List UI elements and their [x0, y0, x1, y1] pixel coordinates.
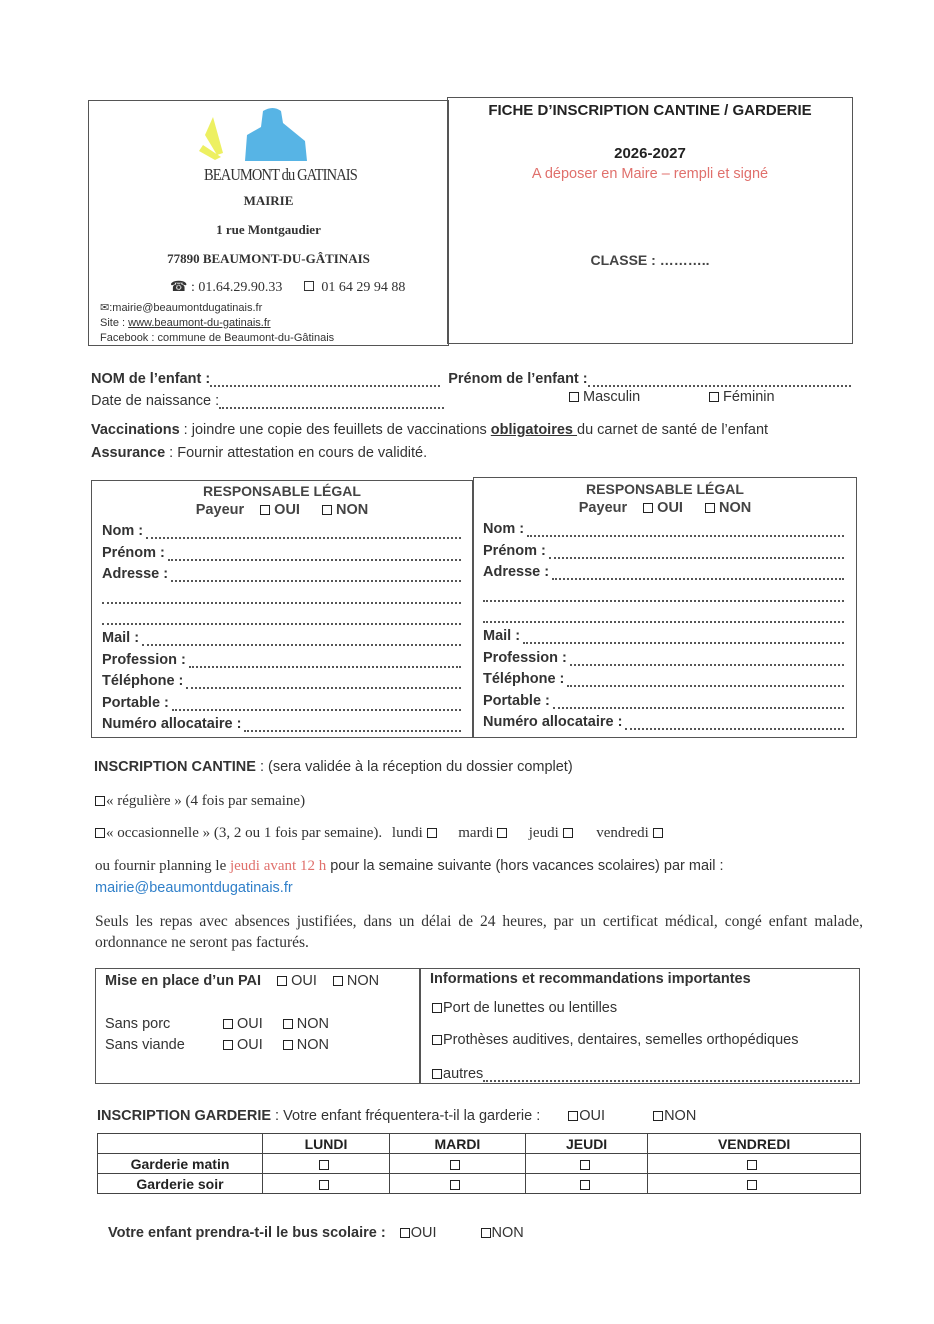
matin-vendredi-cell[interactable]	[648, 1154, 861, 1174]
bus-non-checkbox[interactable]	[481, 1228, 491, 1238]
payeur-oui-option[interactable]	[260, 502, 300, 518]
guardian-2-title: RESPONSABLE LÉGAL	[586, 481, 744, 497]
birthdate-label: Date de naissance :	[91, 393, 220, 409]
guardian-field-label: Nom :	[483, 521, 525, 538]
title-box	[447, 97, 853, 344]
guardian-field-label: Numéro allocataire :	[483, 713, 623, 730]
vaccinations-note	[91, 422, 768, 438]
sans-porc-non-label: NON	[296, 1016, 330, 1032]
guardian-2-payeur	[473, 500, 857, 516]
fax-icon	[304, 281, 314, 291]
municipality-logo	[195, 105, 345, 165]
day-vendredi[interactable]	[596, 825, 666, 841]
assurance-note	[91, 445, 427, 461]
bus-oui-checkbox[interactable]	[400, 1228, 410, 1238]
payeur-label: Payeur	[195, 502, 245, 518]
child-prenom-input[interactable]	[588, 374, 851, 387]
reguliere-checkbox[interactable]	[95, 796, 105, 806]
header-jeudi: JEUDI	[525, 1134, 647, 1154]
guardian-field-label: Prénom :	[483, 542, 546, 559]
soir-lundi-cell[interactable]	[263, 1174, 390, 1194]
soir-label: Garderie soir	[98, 1174, 263, 1194]
sans-viande-non-checkbox[interactable]	[283, 1040, 293, 1050]
phone-fax-line	[170, 279, 405, 296]
guardian-field-label: Téléphone :	[483, 671, 565, 688]
lunettes-checkbox[interactable]	[432, 1003, 442, 1013]
planning-text-end: pour la semaine suivante (hors vacances scolaires) par mail :	[326, 858, 724, 874]
guardian-field-input[interactable]	[483, 609, 844, 623]
guardian-field-input[interactable]	[567, 673, 844, 687]
guardian-field-label: Portable :	[102, 694, 169, 711]
pai-row	[105, 973, 379, 989]
matin-jeudi-cell[interactable]	[525, 1154, 647, 1174]
sans-porc-oui-label: OUI	[237, 1016, 263, 1032]
pai-non-label: NON	[346, 973, 380, 989]
sans-viande-oui[interactable]	[223, 1037, 263, 1053]
bus-row	[108, 1225, 524, 1241]
address-line2: 77890 BEAUMONT-DU-GÂTINAIS	[167, 251, 370, 266]
guardian-field-row	[102, 604, 461, 625]
info-item-protheses[interactable]	[432, 1032, 798, 1048]
guardian-field-row	[483, 623, 844, 644]
pai-label: Mise en place d’un PAI	[105, 973, 262, 989]
garderie-oui-checkbox[interactable]	[568, 1111, 578, 1121]
site-link[interactable]: www.beaumont-du-gatinais.fr	[128, 317, 271, 329]
garderie-non-checkbox[interactable]	[653, 1111, 663, 1121]
pai-oui-label: OUI	[291, 973, 317, 989]
sex-masculin[interactable]	[569, 389, 640, 405]
soir-mardi-checkbox[interactable]	[450, 1180, 460, 1190]
header-lundi: LUNDI	[263, 1134, 390, 1154]
child-prenom-label: Prénom de l’enfant :	[448, 371, 588, 387]
planning-note	[95, 858, 724, 875]
sans-porc-non[interactable]	[283, 1016, 329, 1032]
guardian-field-row	[483, 666, 844, 687]
info-title: Informations et recommandations importantes	[430, 971, 751, 987]
guardian-field-input[interactable]	[549, 545, 844, 559]
cantine-email-link[interactable]: mairie@beaumontdugatinais.fr	[95, 880, 293, 896]
payeur-non-label: NON	[718, 500, 752, 516]
payeur-non-label: NON	[335, 502, 369, 518]
info-item-autres[interactable]	[432, 1066, 852, 1082]
garderie-oui-option[interactable]	[568, 1108, 605, 1124]
fax-number: 01 64 29 94 88	[321, 280, 406, 295]
pai-oui-option[interactable]	[277, 973, 317, 989]
lundi-label: lundi	[391, 825, 423, 841]
guardian-field-label: Adresse :	[483, 564, 550, 581]
classe-field[interactable]: CLASSE : ………..	[590, 252, 710, 268]
assurance-text: : Fournir attestation en cours de validité.	[165, 445, 428, 461]
autres-label: autres	[443, 1066, 484, 1082]
email-line	[100, 301, 262, 314]
guardian-field-label: Numéro allocataire :	[102, 715, 242, 732]
occasionnelle-checkbox[interactable]	[95, 828, 105, 838]
soir-jeudi-cell[interactable]	[525, 1174, 647, 1194]
child-name-row	[91, 371, 851, 387]
vaccinations-text-end: du carnet de santé de l’enfant	[577, 422, 769, 438]
guardian-field-input[interactable]	[244, 718, 461, 732]
cantine-occasionnelle-row	[95, 825, 667, 842]
guardian-field-label: Adresse :	[102, 566, 169, 583]
lunettes-label: Port de lunettes ou lentilles	[443, 1000, 618, 1016]
matin-vendredi-checkbox[interactable]	[747, 1160, 757, 1170]
submission-note: A déposer en Maire – rempli et signé	[531, 166, 769, 182]
guardian-1-title: RESPONSABLE LÉGAL	[203, 483, 361, 499]
garderie-matin-row	[98, 1154, 861, 1174]
header-mardi: MARDI	[389, 1134, 525, 1154]
sans-viande-non-label: NON	[296, 1037, 330, 1053]
payeur-non-option[interactable]	[705, 500, 751, 516]
guardian-field-row	[483, 644, 844, 665]
reguliere-label: « régulière » (4 fois par semaine)	[106, 793, 306, 809]
cantine-title: INSCRIPTION CANTINE	[94, 759, 256, 775]
garderie-header-row	[98, 1134, 861, 1154]
bus-non-label: NON	[491, 1225, 524, 1241]
guardian-field-input[interactable]	[171, 568, 461, 582]
sex-feminin[interactable]	[709, 389, 775, 405]
bus-oui-label: OUI	[410, 1225, 437, 1241]
planning-deadline: jeudi avant 12 h	[229, 858, 327, 874]
guardian-field-label: Nom :	[102, 523, 144, 540]
matin-mardi-cell[interactable]	[389, 1154, 525, 1174]
guardian-field-label: Profession :	[102, 651, 186, 668]
bus-non-option[interactable]	[481, 1225, 524, 1241]
guardian-field-row	[102, 625, 461, 646]
site-line	[100, 317, 271, 329]
soir-vendredi-cell[interactable]	[648, 1174, 861, 1194]
guardian-field-label: Téléphone :	[102, 673, 184, 690]
bus-question: Votre enfant prendra-t-il le bus scolaire :	[108, 1225, 386, 1241]
matin-lundi-cell[interactable]	[263, 1154, 390, 1174]
guardian-field-input[interactable]	[168, 547, 461, 561]
matin-lundi-checkbox[interactable]	[319, 1160, 329, 1170]
guardian-field-row	[102, 518, 461, 539]
guardian-field-input[interactable]	[552, 566, 844, 580]
guardian-field-input[interactable]	[189, 654, 461, 668]
sans-viande-row	[105, 1037, 329, 1053]
payeur-oui-checkbox[interactable]	[643, 503, 653, 513]
school-year: 2026-2027	[614, 145, 686, 162]
jeudi-label: jeudi	[528, 825, 559, 841]
guardian-field-row	[483, 537, 844, 558]
guardian-field-row	[483, 559, 844, 580]
guardian-field-input[interactable]	[527, 523, 844, 537]
guardian-field-input[interactable]	[523, 630, 844, 644]
guardian-field-input[interactable]	[186, 675, 461, 689]
cantine-reguliere-option[interactable]	[95, 793, 305, 810]
payeur-non-option[interactable]	[322, 502, 368, 518]
payeur-non-checkbox[interactable]	[705, 503, 715, 513]
guardian-field-label: Prénom :	[102, 544, 165, 561]
vaccinations-emphasis: obligatoires	[490, 422, 578, 438]
sans-viande-oui-label: OUI	[237, 1037, 263, 1053]
feminin-label: Féminin	[723, 389, 775, 405]
sans-viande-non[interactable]	[283, 1037, 329, 1053]
payeur-oui-label: OUI	[274, 502, 300, 518]
guardian-field-input[interactable]	[172, 697, 461, 711]
jeudi-checkbox[interactable]	[563, 828, 573, 838]
vaccinations-label: Vaccinations	[91, 422, 180, 438]
guardian-field-row	[102, 668, 461, 689]
guardian-field-row	[102, 646, 461, 667]
masculin-label: Masculin	[583, 389, 641, 405]
birthdate-input[interactable]	[219, 396, 444, 409]
form-title: FICHE D’INSCRIPTION CANTINE / GARDERIE	[488, 102, 812, 119]
guardian-field-row	[102, 689, 461, 710]
day-lundi[interactable]	[392, 825, 441, 841]
child-nom-input[interactable]	[210, 374, 440, 387]
envelope-icon: ✉	[100, 302, 110, 314]
payeur-oui-option[interactable]	[643, 500, 683, 516]
occasionnelle-option[interactable]	[95, 825, 382, 841]
guardian-1-payeur	[91, 502, 473, 518]
guardian-field-input[interactable]	[102, 611, 461, 625]
guardian-field-input[interactable]	[146, 525, 461, 539]
pai-non-option[interactable]	[333, 973, 379, 989]
matin-mardi-checkbox[interactable]	[450, 1160, 460, 1170]
guardian-field-label: Profession :	[483, 649, 567, 666]
guardian-field-label: Portable :	[483, 692, 550, 709]
guardian-field-row	[483, 687, 844, 708]
empty-header-cell	[98, 1134, 263, 1154]
payeur-label: Payeur	[578, 500, 628, 516]
guardian-field-row	[102, 582, 461, 603]
protheses-checkbox[interactable]	[432, 1035, 442, 1045]
guardian-field-input[interactable]	[102, 590, 461, 604]
garderie-oui-label: OUI	[579, 1108, 606, 1124]
sans-porc-oui[interactable]	[223, 1016, 263, 1032]
payeur-non-checkbox[interactable]	[322, 505, 332, 515]
guardian-field-input[interactable]	[483, 588, 844, 602]
guardian-field-input[interactable]	[142, 632, 461, 646]
mardi-checkbox[interactable]	[497, 828, 507, 838]
soir-mardi-cell[interactable]	[389, 1174, 525, 1194]
autres-checkbox[interactable]	[432, 1069, 442, 1079]
guardian-field-row	[483, 516, 844, 537]
vendredi-checkbox[interactable]	[653, 828, 663, 838]
garderie-non-label: NON	[664, 1108, 697, 1124]
payeur-oui-label: OUI	[657, 500, 683, 516]
masculin-checkbox[interactable]	[569, 392, 579, 402]
occasionnelle-label: « occasionnelle » (3, 2 ou 1 fois par semaine).	[106, 825, 383, 841]
guardian-field-row	[483, 602, 844, 623]
guardian-field-label: Mail :	[483, 628, 521, 645]
header-vendredi: VENDREDI	[648, 1134, 861, 1154]
mairie-label: MAIRIE	[243, 193, 294, 208]
protheses-label: Prothèses auditives, dentaires, semelles orthopédiques	[443, 1032, 799, 1048]
sans-porc-label: Sans porc	[105, 1016, 171, 1032]
matin-jeudi-checkbox[interactable]	[580, 1160, 590, 1170]
guardian-2	[473, 477, 857, 730]
feminin-checkbox[interactable]	[709, 392, 719, 402]
planning-text: ou fournir planning le	[95, 858, 230, 874]
phone-icon: ☎	[170, 280, 188, 295]
garderie-question: : Votre enfant fréquentera-t-il la garderie :	[271, 1108, 541, 1124]
cantine-title-note: : (sera validée à la réception du dossier complet)	[255, 759, 573, 775]
pai-non-checkbox[interactable]	[333, 976, 343, 986]
mairie-email: :mairie@beaumontdugatinais.fr	[109, 302, 263, 314]
autres-input[interactable]	[483, 1069, 852, 1082]
guardian-1	[91, 480, 473, 732]
cantine-heading	[94, 759, 573, 775]
sans-porc-row	[105, 1016, 329, 1032]
child-nom-label: NOM de l’enfant :	[91, 371, 211, 387]
garderie-heading	[97, 1108, 696, 1124]
garderie-title: INSCRIPTION GARDERIE	[97, 1108, 272, 1124]
guardian-field-input[interactable]	[553, 695, 844, 709]
logo-church-shape	[245, 108, 307, 161]
payeur-oui-checkbox[interactable]	[260, 505, 270, 515]
sans-porc-oui-checkbox[interactable]	[223, 1019, 233, 1029]
absences-note: Seuls les repas avec absences justifiées, dans un délai de 24 heures, par un certificat médical, congé enfant malade, ordonnance ne seront pas facturés.	[95, 913, 863, 951]
mardi-label: mardi	[458, 825, 494, 841]
garderie-soir-row	[98, 1174, 861, 1194]
lundi-checkbox[interactable]	[427, 828, 437, 838]
day-jeudi[interactable]	[529, 825, 577, 841]
guardian-field-label: Mail :	[102, 630, 140, 647]
logo-text: BEAUMONT du GATINAIS	[204, 165, 357, 184]
sans-viande-oui-checkbox[interactable]	[223, 1040, 233, 1050]
soir-jeudi-checkbox[interactable]	[580, 1180, 590, 1190]
bus-oui-option[interactable]	[400, 1225, 437, 1241]
address-line1: 1 rue Montgaudier	[216, 222, 321, 237]
guardian-field-row	[102, 711, 461, 732]
garderie-non-option[interactable]	[653, 1108, 696, 1124]
guardian-field-input[interactable]	[570, 652, 844, 666]
soir-vendredi-checkbox[interactable]	[747, 1180, 757, 1190]
pai-oui-checkbox[interactable]	[277, 976, 287, 986]
guardian-field-input[interactable]	[625, 716, 844, 730]
soir-lundi-checkbox[interactable]	[319, 1180, 329, 1190]
vendredi-label: vendredi	[596, 825, 649, 841]
guardian-field-row	[102, 539, 461, 560]
vaccinations-text: : joindre une copie des feuillets de vaccinations	[179, 422, 491, 438]
child-birth-row	[91, 393, 444, 409]
guardian-field-row	[102, 561, 461, 582]
sans-viande-label: Sans viande	[105, 1037, 185, 1053]
facebook-line: Facebook : commune de Beaumont-du-Gâtinais	[100, 332, 335, 344]
matin-label: Garderie matin	[98, 1154, 263, 1174]
assurance-label: Assurance	[91, 445, 166, 461]
guardian-field-row	[483, 580, 844, 601]
garderie-table	[97, 1133, 861, 1194]
guardian-field-row	[483, 709, 844, 730]
sans-porc-non-checkbox[interactable]	[283, 1019, 293, 1029]
info-item-lunettes[interactable]	[432, 1000, 617, 1016]
site-label: Site :	[100, 317, 129, 329]
phone-number: : 01.64.29.90.33	[190, 280, 283, 295]
day-mardi[interactable]	[458, 825, 511, 841]
